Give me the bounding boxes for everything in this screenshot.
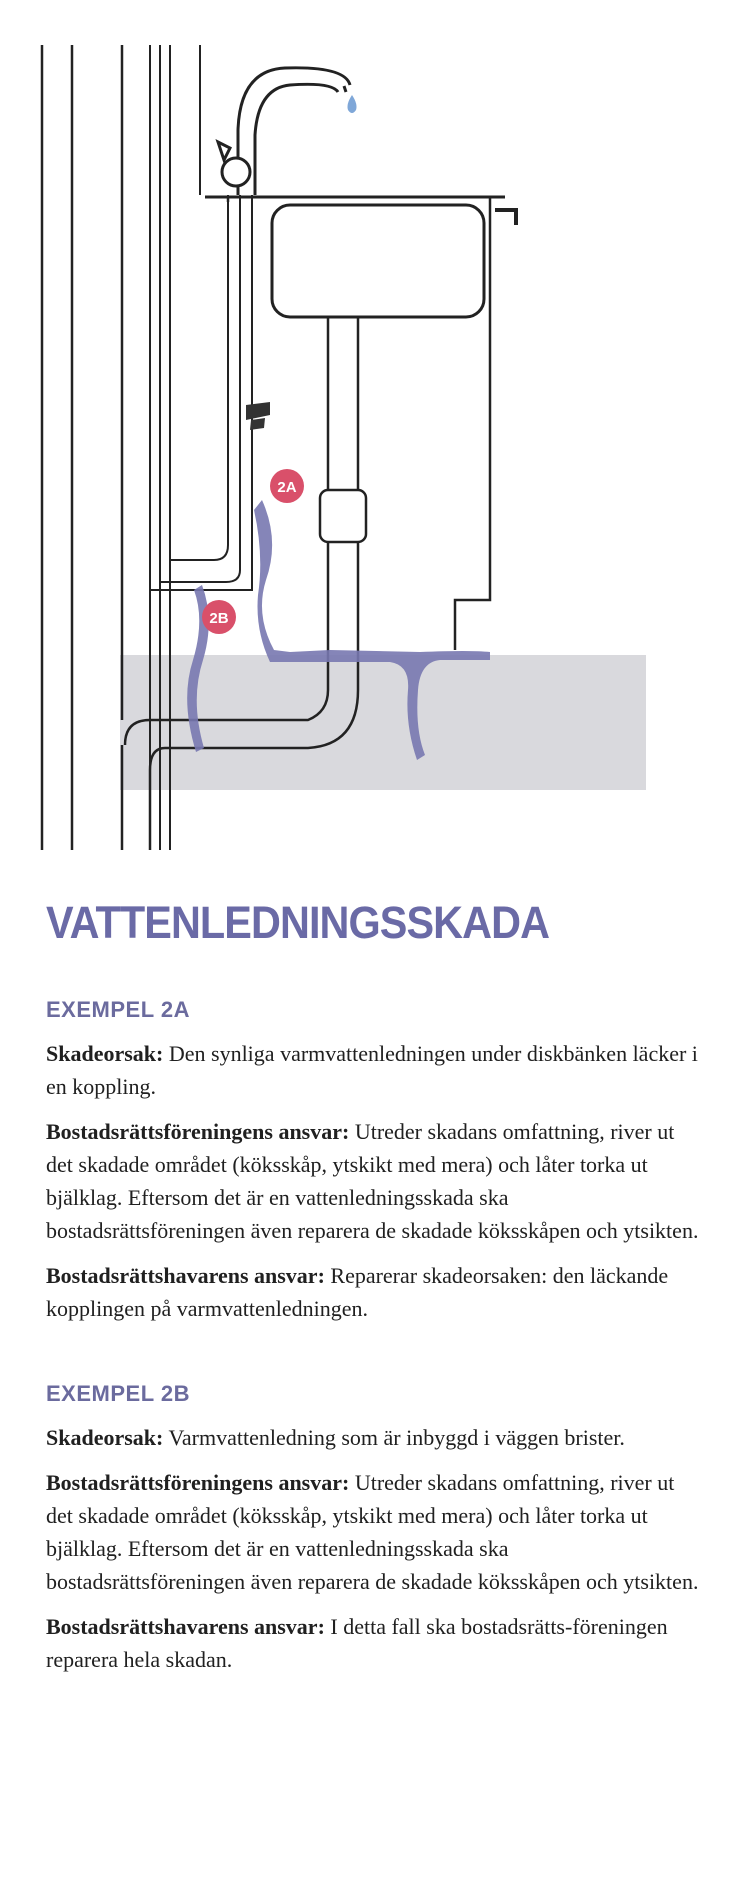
example-heading: EXEMPEL 2A — [46, 997, 190, 1022]
example-heading: EXEMPEL 2B — [46, 1381, 190, 1406]
document-body — [46, 897, 706, 1732]
cause-paragraph — [46, 1421, 706, 1454]
marker-2b — [202, 600, 236, 634]
marker-2a — [270, 469, 304, 503]
pipe-fitting — [320, 490, 366, 542]
example-2b — [46, 1381, 706, 1676]
water-drop-icon — [348, 95, 357, 113]
cause-label: Skadeorsak: — [46, 1425, 164, 1450]
association-text: Utreder skadans omfattning, river ut det skadade området (köksskåp, ytskikt med mera) och låter torka ut bjälklag. Eftersom det är en vattenledningsskada ska bostadsrättsföreningen även reparera de skadade köksskåpen och ytsikten. — [46, 1119, 699, 1243]
association-paragraph — [46, 1115, 706, 1247]
water-damage-illustration — [0, 0, 746, 860]
wall — [42, 45, 122, 850]
holder-paragraph — [46, 1259, 706, 1325]
holder-paragraph — [46, 1610, 706, 1676]
association-label: Bostadsrättsföreningens ansvar: — [46, 1470, 350, 1495]
association-text: Utreder skadans omfattning, river ut det skadade området (köksskåp, ytskikt med mera) och låter torka ut bjälklag. Eftersom det är en vattenledningsskada ska bostadsrättsföreningen även reparera de skadade köksskåpen och ytsikten. — [46, 1470, 699, 1594]
holder-text: I detta fall ska bostadsrätts-föreningen reparera hela skadan. — [46, 1614, 668, 1672]
cause-text: Varmvattenledning som är inbyggd i väggen brister. — [163, 1425, 625, 1450]
faucet — [218, 68, 350, 195]
holder-label: Bostadsrättshavarens ansvar: — [46, 1614, 325, 1639]
holder-text: Reparerar skadeorsaken: den läckande kopplingen på varmvattenledningen. — [46, 1263, 669, 1321]
association-label: Bostadsrättsföreningens ansvar: — [46, 1119, 350, 1144]
cause-label: Skadeorsak: — [46, 1041, 164, 1066]
example-2a — [46, 997, 706, 1325]
marker-2a-label: 2A — [277, 479, 297, 496]
holder-label: Bostadsrättshavarens ansvar: — [46, 1263, 325, 1288]
cause-paragraph — [46, 1037, 706, 1103]
sink-basin — [272, 205, 484, 317]
page-title: VATTENLEDNINGSSKADA — [46, 897, 550, 948]
association-paragraph — [46, 1466, 706, 1598]
cause-text: Den synliga varmvattenledningen under diskbänken läcker i en koppling. — [46, 1041, 698, 1099]
marker-2b-label: 2B — [209, 610, 229, 627]
